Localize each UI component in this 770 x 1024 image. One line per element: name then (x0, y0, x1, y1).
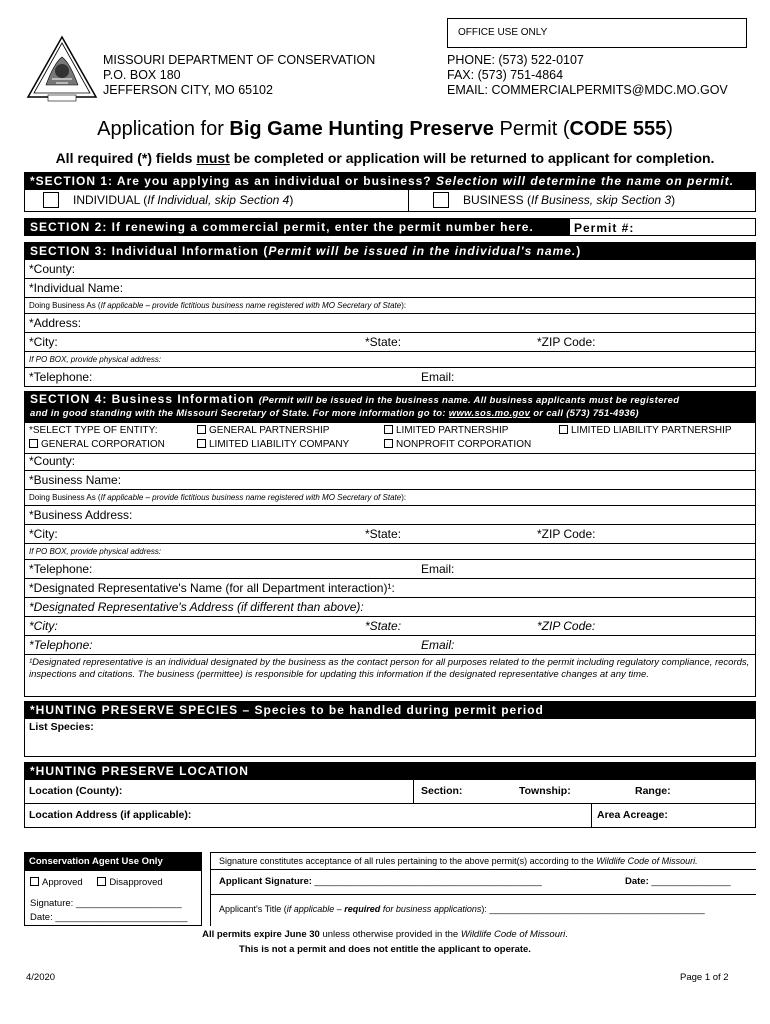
entity-general-partnership[interactable] (197, 425, 329, 436)
title-c: – (334, 904, 345, 914)
approved-option[interactable] (30, 877, 83, 888)
s4-zip-label: *ZIP Code: (537, 527, 596, 541)
rep-email-label: Email: (421, 638, 455, 652)
agent-date-field[interactable]: Date: _________________________ (30, 912, 188, 923)
entity-general-corporation[interactable] (29, 439, 165, 450)
req-pre: All required (*) fields (55, 150, 197, 166)
agency-box: P.O. BOX 180 (103, 68, 181, 82)
s3-address-label: *Address: (29, 316, 82, 330)
s3-name-label: *Individual Name: (29, 281, 124, 295)
s4-city-row[interactable] (24, 525, 756, 544)
s4-county-label: *County: (29, 454, 76, 468)
statement-b: Wildlife Code of Missouri. (596, 856, 698, 866)
business-note: If Business, skip Section 3 (531, 193, 672, 207)
contact-fax: FAX: (573) 751-4864 (447, 68, 564, 82)
species-list-field[interactable] (24, 719, 756, 757)
s3-dba-close: ): (401, 301, 407, 310)
rep-zip-label: *ZIP Code: (537, 619, 596, 633)
section2-row (24, 218, 756, 236)
applicant-sig-label: Applicant Signature: (219, 876, 312, 887)
s4-county-field[interactable] (24, 454, 756, 471)
rep-name-label: *Designated Representative's Name (for all Department interaction)¹: (29, 581, 395, 595)
contact-email: EMAIL: COMMERCIALPERMITS@MDC.MO.GOV (447, 83, 728, 97)
applicant-date-line: _______________ (648, 876, 731, 887)
s3-head-c: ) (576, 244, 582, 258)
agency-city: JEFFERSON CITY, MO 65102 (103, 83, 273, 97)
agent-body (25, 871, 201, 929)
s4-phone-label: *Telephone: (29, 562, 93, 576)
location-section-label: Section: (421, 785, 463, 797)
s1-head-b: Selection will determine the name on permit. (435, 174, 735, 188)
agency-address (103, 53, 375, 98)
entity-label: LIMITED PARTNERSHIP (396, 425, 509, 436)
business-checkbox[interactable] (433, 192, 449, 208)
s3-dba-field[interactable] (24, 298, 756, 314)
req-must: must (196, 150, 230, 166)
title-a: Applicant's Title ( (219, 904, 287, 914)
s4-state-label: *State: (365, 527, 402, 541)
page-number: Page 1 of 2 (680, 972, 729, 983)
agency-name: MISSOURI DEPARTMENT OF CONSERVATION (103, 53, 376, 67)
species-list-label: List Species: (29, 721, 94, 733)
title-b: if applicable (286, 904, 335, 914)
s1-head-a: *SECTION 1: Are you applying as an individual or business? (30, 174, 436, 188)
s3-pobox-field[interactable] (24, 352, 756, 368)
entity-type-row (24, 423, 756, 454)
agent-use-box (24, 852, 202, 926)
s4-head-a: SECTION 4: Business Information (30, 392, 259, 406)
applicant-signature-section (210, 852, 756, 926)
entity-llc[interactable] (197, 439, 349, 450)
applicant-title-field[interactable] (219, 904, 705, 914)
business-option[interactable] (433, 192, 675, 208)
checkbox[interactable] (29, 439, 38, 448)
expire-c: Wildlife Code of Missouri (460, 929, 566, 940)
s4-pobox-label: If PO BOX, provide physical address: (29, 547, 162, 556)
title-e: for business applications (380, 904, 482, 914)
location-header-text: *HUNTING PRESERVE LOCATION (30, 764, 249, 778)
expire-a: All permits expire June 30 (202, 929, 320, 940)
s3-pobox-label: If PO BOX, provide physical address: (29, 355, 162, 364)
s3-county-label: *County: (29, 262, 76, 276)
title-code: CODE 555 (569, 118, 667, 140)
rep-name-field[interactable] (24, 579, 756, 598)
s4-address-field[interactable] (24, 506, 756, 525)
disapproved-option[interactable] (97, 877, 162, 888)
s4-email-label: Email: (421, 562, 455, 576)
permit-number-field[interactable] (569, 218, 756, 236)
req-post: be completed or application will be returned to applicant for completion. (229, 150, 715, 166)
section3-header (24, 242, 756, 260)
expire-b: unless otherwise provided in the (319, 929, 461, 940)
s4-head-d: or call (573) 751-4936) (530, 408, 639, 419)
s3-name-field[interactable] (24, 279, 756, 298)
divider (413, 780, 414, 803)
business-close: ) (671, 193, 676, 207)
species-header-text: *HUNTING PRESERVE SPECIES – Species to be handled during permit period (30, 703, 544, 717)
expire-d: . (565, 929, 568, 940)
s3-zip-label: *ZIP Code: (537, 335, 596, 349)
agency-contact (447, 53, 728, 98)
title-f: ): ___________________________________________ (481, 904, 705, 914)
required-note (0, 150, 770, 166)
entity-label: GENERAL CORPORATION (41, 439, 165, 450)
mdc-seal-logo (26, 35, 98, 103)
statement-a: Signature constitutes acceptance of all rules pertaining to the above permit(s) according to the (219, 856, 597, 866)
rep-phone-label: *Telephone: (29, 638, 93, 652)
office-use-label: OFFICE USE ONLY (458, 27, 548, 38)
contact-phone: PHONE: (573) 522-0107 (447, 53, 584, 67)
applicant-date-label: Date: (625, 876, 649, 887)
s3-head-a: SECTION 3: Individual Information ( (30, 244, 269, 258)
s3-county-field[interactable] (24, 260, 756, 279)
location-header (24, 762, 756, 780)
entity-type-label: *SELECT TYPE OF ENTITY: (29, 425, 158, 436)
s3-phone-label: *Telephone: (29, 370, 93, 384)
s4-dba-note: If applicable – provide fictitious business name registered with MO Secretary of State (100, 493, 402, 502)
expiry-note (0, 929, 770, 940)
form-title (0, 118, 770, 141)
applicant-signature-field[interactable] (219, 876, 542, 887)
divider (408, 190, 409, 211)
disapproved-label: Disapproved (109, 877, 163, 888)
office-use-box (447, 18, 747, 48)
entity-nonprofit[interactable] (384, 439, 531, 450)
section2-header: SECTION 2: If renewing a commercial permit, enter the permit number here. (30, 220, 534, 234)
checkbox[interactable] (197, 439, 206, 448)
checkbox[interactable] (384, 439, 393, 448)
entity-llp[interactable] (559, 425, 732, 436)
rep-footnote-text: ¹Designated representative is an individual designated by the business as the contact person for all purposes related to the permit including regulatory compliance, records, inspections and citations. The business (permittee) is responsible for updating this information if the designated representative changes at any time. (29, 657, 750, 680)
approved-checkbox[interactable] (30, 877, 39, 886)
form-date: 4/2020 (26, 972, 56, 983)
title-d: required (344, 904, 381, 914)
checkbox[interactable] (197, 425, 206, 434)
sos-link[interactable]: www.sos.mo.gov (448, 408, 531, 419)
individual-option[interactable] (43, 192, 293, 208)
s3-address-field[interactable] (24, 314, 756, 333)
checkbox[interactable] (384, 425, 393, 434)
rep-address-label: *Designated Representative's Address (if different than above): (29, 600, 364, 614)
s4-head-b: (Permit will be issued in the business name. All business applicants must be registered (258, 395, 680, 406)
title-permit: Permit ( (493, 118, 570, 140)
s4-address-label: *Business Address: (29, 508, 133, 522)
rep-state-label: *State: (365, 619, 402, 633)
rep-phone-row[interactable] (24, 636, 756, 655)
title-main: Big Game Hunting Preserve (229, 118, 494, 140)
s3-dba-label: Doing Business As ( (29, 301, 101, 310)
business-label: BUSINESS ( (463, 193, 532, 207)
location-range-label: Range: (635, 785, 671, 797)
s4-phone-row[interactable] (24, 560, 756, 579)
s3-head-b: Permit will be issued in the individual's name. (268, 244, 577, 258)
individual-note: If Individual, skip Section 4 (147, 193, 290, 207)
s3-state-label: *State: (365, 335, 402, 349)
s4-business-name-label: *Business Name: (29, 473, 122, 487)
individual-label: INDIVIDUAL ( (73, 193, 148, 207)
location-address-row[interactable] (24, 804, 756, 828)
rep-city-row[interactable] (24, 617, 756, 636)
entity-limited-partnership[interactable] (384, 425, 508, 436)
s3-phone-row[interactable] (24, 368, 756, 387)
section1-choice-row (24, 190, 756, 212)
s4-pobox-field[interactable] (24, 544, 756, 560)
s4-dba-field[interactable] (24, 490, 756, 506)
section4-header (24, 391, 756, 423)
applicant-date-field[interactable] (625, 876, 731, 887)
rep-address-field[interactable] (24, 598, 756, 617)
s3-email-label: Email: (421, 370, 455, 384)
s4-dba-label: Doing Business As ( (29, 493, 101, 502)
s4-dba-close: ): (401, 493, 407, 502)
s4-head-c: and in good standing with the Missouri Secretary of State. For more information go to: (30, 408, 449, 419)
s4-city-label: *City: (29, 527, 58, 541)
applicant-sig-line: ___________________________________________ (311, 876, 542, 887)
location-county-row[interactable] (24, 780, 756, 804)
individual-checkbox[interactable] (43, 192, 59, 208)
s3-city-label: *City: (29, 335, 58, 349)
location-county-label: Location (County): (29, 785, 123, 797)
entity-label: LIMITED LIABILITY COMPANY (209, 439, 350, 450)
individual-close: ) (289, 193, 294, 207)
location-address-label: Location Address (if applicable): (29, 809, 192, 821)
s3-dba-note: If applicable – provide fictitious business name registered with MO Secretary of State (100, 301, 402, 310)
title-pre: Application for (97, 118, 230, 140)
entity-label: NONPROFIT CORPORATION (396, 439, 532, 450)
s4-business-name-field[interactable] (24, 471, 756, 490)
title-close: ) (666, 118, 673, 140)
divider (591, 804, 592, 827)
checkbox[interactable] (559, 425, 568, 434)
species-header (24, 701, 756, 719)
entity-label: GENERAL PARTNERSHIP (209, 425, 330, 436)
rep-footnote (24, 655, 756, 697)
application-form (24, 172, 756, 828)
agent-header: Conservation Agent Use Only (25, 853, 201, 871)
permit-number-label: Permit #: (574, 221, 635, 235)
not-permit-note: This is not a permit and does not entitle the applicant to operate. (239, 944, 531, 955)
location-township-label: Township: (519, 785, 571, 797)
approved-label: Approved (42, 877, 83, 888)
s3-city-row[interactable] (24, 333, 756, 352)
agent-signature-field[interactable]: Signature: ____________________ (30, 898, 182, 909)
signature-statement (211, 852, 756, 870)
section1-header (24, 172, 756, 190)
entity-label: LIMITED LIABILITY PARTNERSHIP (571, 425, 732, 436)
location-acreage-label: Area Acreage: (597, 809, 668, 821)
rep-city-label: *City: (29, 619, 58, 633)
disapproved-checkbox[interactable] (97, 877, 106, 886)
